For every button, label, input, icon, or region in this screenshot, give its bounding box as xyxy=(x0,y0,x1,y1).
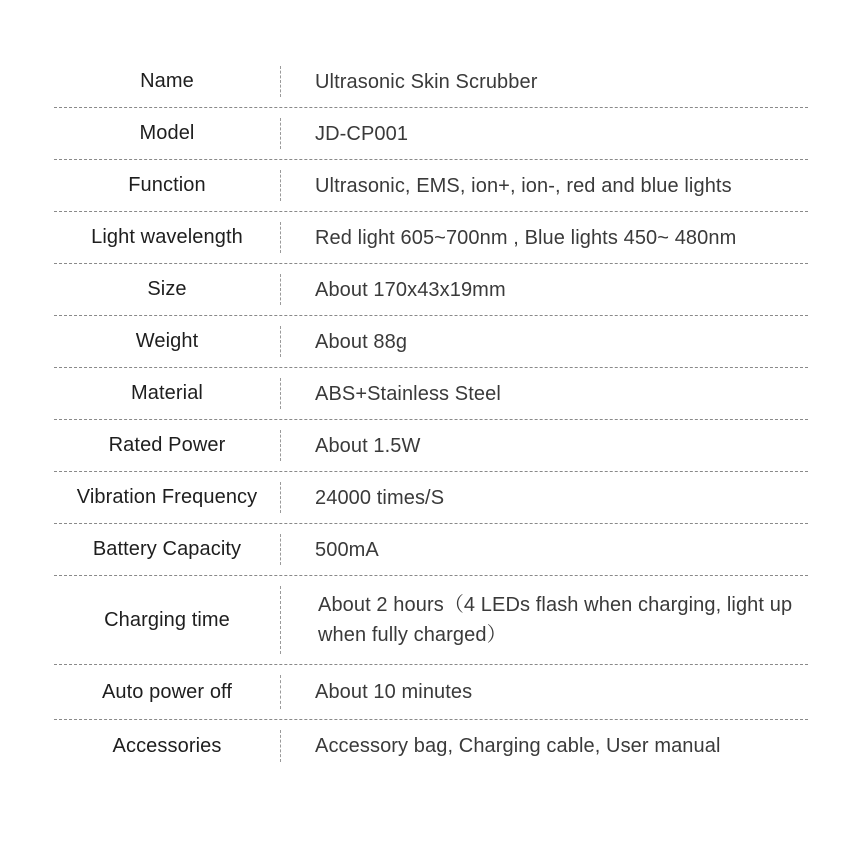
spec-value: About 2 hours（4 LEDs flash when charging, light up when fully charged） xyxy=(318,594,793,646)
spec-row-battery-capacity xyxy=(54,524,808,576)
spec-label: Name xyxy=(140,70,194,92)
spec-row-size xyxy=(54,264,808,316)
spec-value: 500mA xyxy=(315,538,379,561)
spec-row-model xyxy=(54,108,808,160)
spec-label: Battery Capacity xyxy=(92,538,242,560)
spec-label: Light wavelength xyxy=(91,226,243,248)
spec-value: Red light 605~700nm , Blue lights 450~ 480nm xyxy=(315,226,737,249)
spec-value: 24000 times/S xyxy=(315,486,445,509)
spec-row-name xyxy=(54,56,808,108)
spec-row-rated-power xyxy=(54,420,808,472)
spec-row-material xyxy=(54,368,808,420)
spec-label: Size xyxy=(147,278,187,300)
spec-row-light-wavelength xyxy=(54,212,808,264)
spec-row-weight xyxy=(54,316,808,368)
spec-label: Material xyxy=(131,382,203,404)
spec-value: About 10 minutes xyxy=(315,681,473,703)
spec-row-auto-power-off xyxy=(54,665,808,720)
spec-value: Ultrasonic Skin Scrubber xyxy=(315,70,538,93)
spec-label: Weight xyxy=(135,330,199,352)
spec-row-vibration-frequency xyxy=(54,472,808,524)
spec-row-function xyxy=(54,160,808,212)
spec-value: About 170x43x19mm xyxy=(315,278,506,301)
spec-value: About 88g xyxy=(315,330,408,353)
spec-table xyxy=(54,56,808,772)
spec-label: Charging time xyxy=(104,608,230,631)
spec-label: Accessories xyxy=(112,734,222,757)
spec-value: ABS+Stainless Steel xyxy=(315,382,501,405)
spec-label: Model xyxy=(139,122,195,144)
spec-value: About 1.5W xyxy=(315,434,421,457)
spec-value: Accessory bag, Charging cable, User manual xyxy=(315,735,721,757)
spec-label: Rated Power xyxy=(108,434,226,456)
spec-label: Vibration Frequency xyxy=(76,486,258,508)
spec-row-charging-time xyxy=(54,576,808,665)
spec-value: Ultrasonic, EMS, ion+, ion-, red and blue lights xyxy=(315,174,732,197)
spec-label: Auto power off xyxy=(101,680,232,703)
spec-value: JD-CP001 xyxy=(315,122,409,145)
spec-label: Function xyxy=(128,174,206,196)
spec-row-accessories xyxy=(54,720,808,772)
